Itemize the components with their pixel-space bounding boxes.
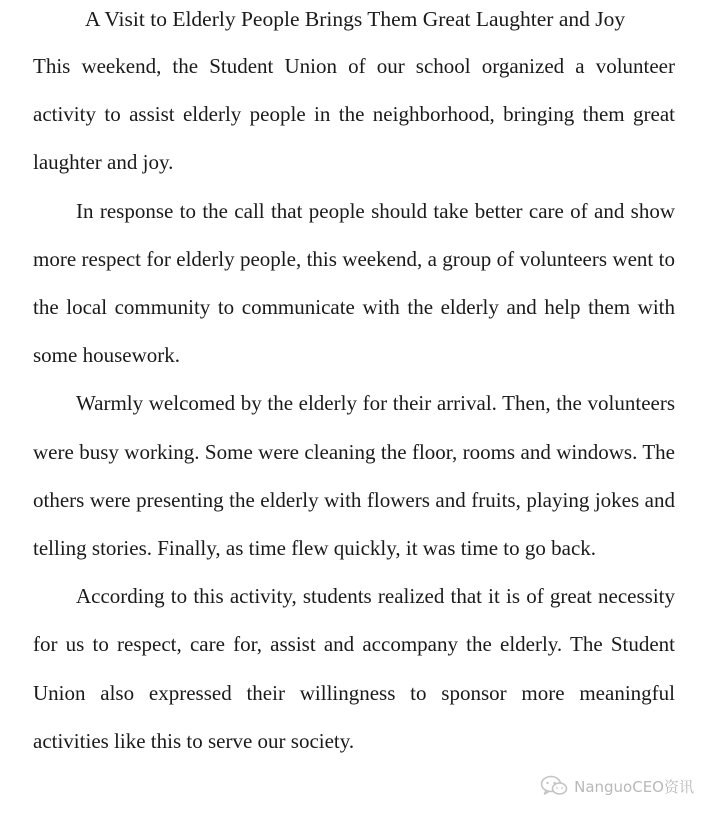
paragraph-4: According to this activity, students realized that it is of great necessity for us to respect, care for, assist and accompany the elderly. The Student Union also expressed their willingness to sponsor more meaningful activities like this to serve our society. <box>33 584 675 753</box>
watermark-text: NanguoCEO资讯 <box>574 777 694 796</box>
paragraph-2: In response to the call that people should take better care of and show more respect for elderly people, this weekend, a group of volunteers went to the local community to communicate with the elderly and help them with some housework. <box>33 198 675 368</box>
paragraph-1: This weekend, the Student Union of our school organized a volunteer activity to assist elderly people in the neighborhood, bringing them great laughter and joy. <box>33 54 675 175</box>
paragraph-3: Warmly welcomed by the elderly for their arrival. Then, the volunteers were busy working. Some were cleaning the floor, rooms and windows. The others were presenting the elderly with flowers and fruits, playing jokes and telling stories. Finally, as time flew quickly, it was time to go back. <box>33 391 675 561</box>
document-title: A Visit to Elderly People Brings Them Great Laughter and Joy <box>85 7 626 31</box>
watermark <box>540 775 694 797</box>
wechat-icon <box>540 775 568 797</box>
document-page <box>33 4 675 765</box>
